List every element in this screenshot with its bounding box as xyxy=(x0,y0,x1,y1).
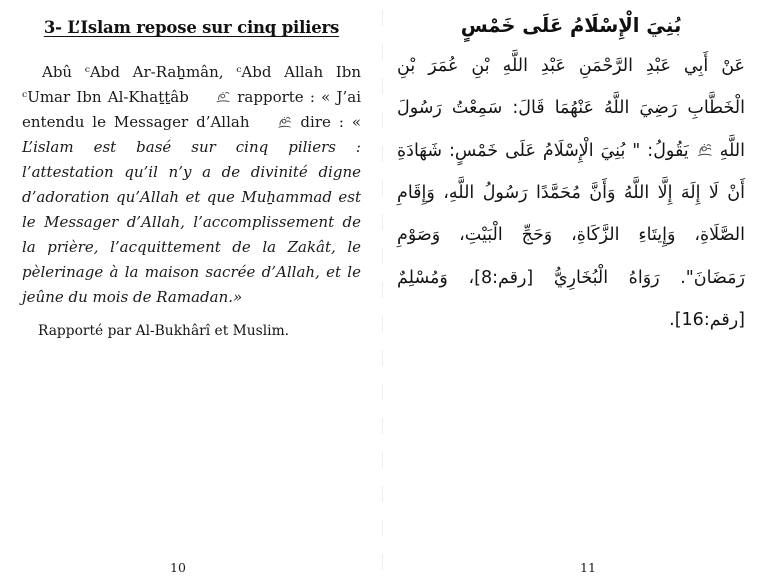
hadith-paragraph-french xyxy=(22,60,361,310)
said-text: dire : « xyxy=(300,113,361,132)
page-number-right: 11 xyxy=(580,560,596,575)
arabic-isnad-text: عَنْ أَبِي عَبْدِ الرَّحْمَنِ عَبْدِ اللَّهِ بْنِ عُمَرَ بْنِ الْخَطَّابِ رَضِيَ اللَّهُ عَنْهُمَا قَالَ: سَمِعْتُ رَسُولَ اللَّهِ xyxy=(397,56,745,161)
page-number-left: 10 xyxy=(170,560,186,575)
arabic-hadith-text: يَقُولُ: " بُنِيَ الْإِسْلَامُ عَلَى خَمْسٍ: شَهَادَةِ أَنْ لَا إِلَهَ إِلَّا اللَّهُ وَأَنَّ مُحَمَّدًا رَسُولُ اللَّهِ، وَإِقَامِ الصَّلَاةِ، وَإِيتَاءِ الزَّكَاةِ، وَحَجِّ الْبَيْتِ، وَصَوْمِ رَمَضَانَ". رَوَاهُ الْبُخَارِيُّ [رقم:8]، وَمُسْلِمٌ [رقم:16]. xyxy=(397,140,745,331)
hadith-paragraph-arabic xyxy=(397,45,745,341)
reports-text: rapporte : « J’ai entendu le Messager d’Allah xyxy=(22,88,361,132)
narrator-chain-text: Abû ᶜAbd Ar-Raẖmân, ᶜAbd Allah Ibn ᶜUmar Ibn Al-Khaṯṯâb xyxy=(22,63,361,107)
saw-icon xyxy=(696,143,713,158)
hadith-quote-italic: L’islam est basé sur cinq piliers : l’attestation qu’il n’y a de divinité digne d’adoration qu’Allah et que Muẖammad est le Messager d’Allah, l’accomplissement de la prière, l’acquittement de la Zakât, le pèlerinage à la maison sacrée d’Allah, et le jeûne du mois de Ramadan.» xyxy=(22,138,361,307)
arabic-title: بُنِيَ الْإِسْلَامُ عَلَى خَمْسٍ xyxy=(460,14,682,37)
saw-icon xyxy=(257,116,292,129)
source-attribution: Rapporté par Al-Bukhârî et Muslim. xyxy=(38,323,290,340)
page-right xyxy=(381,0,762,584)
french-title: 3- L’Islam repose sur cinq piliers xyxy=(43,18,340,37)
radiallahu-anhuma-icon xyxy=(195,91,231,104)
